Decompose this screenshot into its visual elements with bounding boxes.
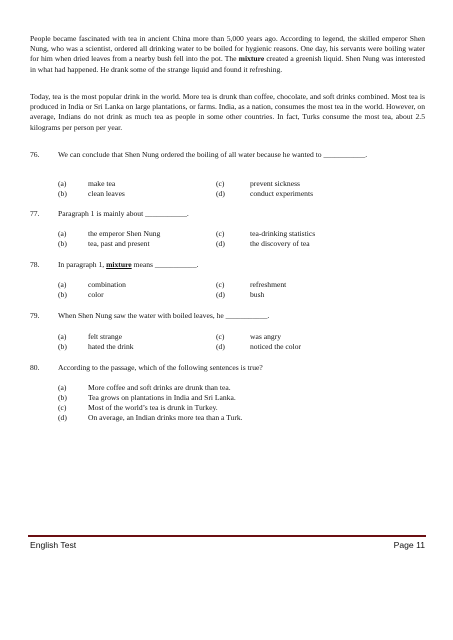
option-text: was angry (250, 332, 281, 341)
option-letter: (b) (58, 342, 67, 351)
option-letter: (c) (216, 229, 225, 238)
option-text: felt strange (88, 332, 122, 341)
option-letter: (d) (216, 239, 225, 248)
option-text: prevent sickness (250, 179, 300, 188)
passage-text: created a greenish liquid. Shen Nung was interested in what had happened. He drank some of the strange liquid and found it refreshing. (30, 54, 425, 74)
option-letter: (d) (216, 342, 225, 351)
option-text: make tea (88, 179, 116, 188)
passage-text: People became fascinated with tea in ancient China more than 5,000 years ago. According to legend, the skilled emperor Shen Nung, who was a scientist, ordered all drinking water to be boiled for hygienic reasons. One day, his servants were boiling water for him when dried leaves from a nearby bush fell into the pot. The (30, 34, 425, 64)
option-letter: (c) (216, 280, 225, 289)
option-letter: (a) (58, 332, 67, 341)
option-letter: (a) (58, 229, 67, 238)
option-letter: (c) (216, 179, 225, 188)
option-letter: (a) (58, 383, 67, 392)
option-letter: (a) (58, 280, 67, 289)
passage-paragraph-1 (30, 34, 425, 75)
passage-paragraph-2 (30, 92, 425, 133)
option-letter: (d) (216, 189, 225, 198)
question-text: Paragraph 1 is mainly about ___________. (58, 209, 189, 218)
option-letter: (d) (58, 413, 67, 422)
option-text: tea-drinking statistics (250, 229, 316, 238)
passage-text: Today, tea is the most popular drink in the world. More tea is drunk than coffee, chocolate, and soft drinks combined. Most tea is produced in India or Sri Lanka on large plantations, or farms. India, as a nation, consumes the most tea in the world. However, on average, Indians do not drink as much tea as people in some other countries. In fact, Turks consume the most tea, about 2.5 kilograms per person per year. (30, 92, 425, 132)
option-text: hated the drink (88, 342, 134, 351)
option-text: Tea grows on plantations in India and Sri Lanka. (88, 393, 236, 402)
option-text: More coffee and soft drinks are drunk than tea. (88, 383, 231, 392)
question-text: We can conclude that Shen Nung ordered the boiling of all water because he wanted to ___________. (58, 150, 368, 159)
option-letter: (a) (58, 179, 67, 188)
option-letter: (b) (58, 239, 67, 248)
passage-keyword: mixture (238, 54, 265, 64)
footer-title: English Test (30, 540, 77, 550)
question-text-part: In paragraph 1, (58, 260, 107, 269)
option-letter: (c) (58, 403, 67, 412)
question-text: According to the passage, which of the following sentences is true? (58, 363, 263, 372)
option-letter: (d) (216, 290, 225, 299)
question-number: 78. (30, 260, 40, 269)
option-letter: (c) (216, 332, 225, 341)
option-text: combination (88, 280, 126, 289)
option-text: Most of the world’s tea is drunk in Turkey. (88, 403, 218, 412)
question-number: 76. (30, 150, 40, 159)
page-number: Page 11 (393, 540, 425, 550)
option-text: the emperor Shen Nung (88, 229, 161, 238)
option-text: refreshment (250, 280, 287, 289)
option-text: clean leaves (88, 189, 125, 198)
option-text: On average, an Indian drinks more tea than a Turk. (88, 413, 243, 422)
option-letter: (b) (58, 189, 67, 198)
option-text: tea, past and present (88, 239, 150, 248)
option-text: color (88, 290, 104, 299)
question-text-part: means ___________. (131, 260, 199, 269)
question-number: 79. (30, 311, 40, 320)
option-text: the discovery of tea (250, 239, 310, 248)
question-keyword: mixture (106, 260, 132, 269)
option-letter: (b) (58, 393, 67, 402)
question-number: 77. (30, 209, 40, 218)
option-text: noticed the color (250, 342, 302, 351)
option-text: bush (250, 290, 265, 299)
option-text: conduct experiments (250, 189, 314, 198)
footer-rule (28, 535, 426, 537)
option-letter: (b) (58, 290, 67, 299)
question-text (58, 260, 388, 270)
question-number: 80. (30, 363, 40, 372)
question-text: When Shen Nung saw the water with boiled leaves, he ___________. (58, 311, 270, 320)
